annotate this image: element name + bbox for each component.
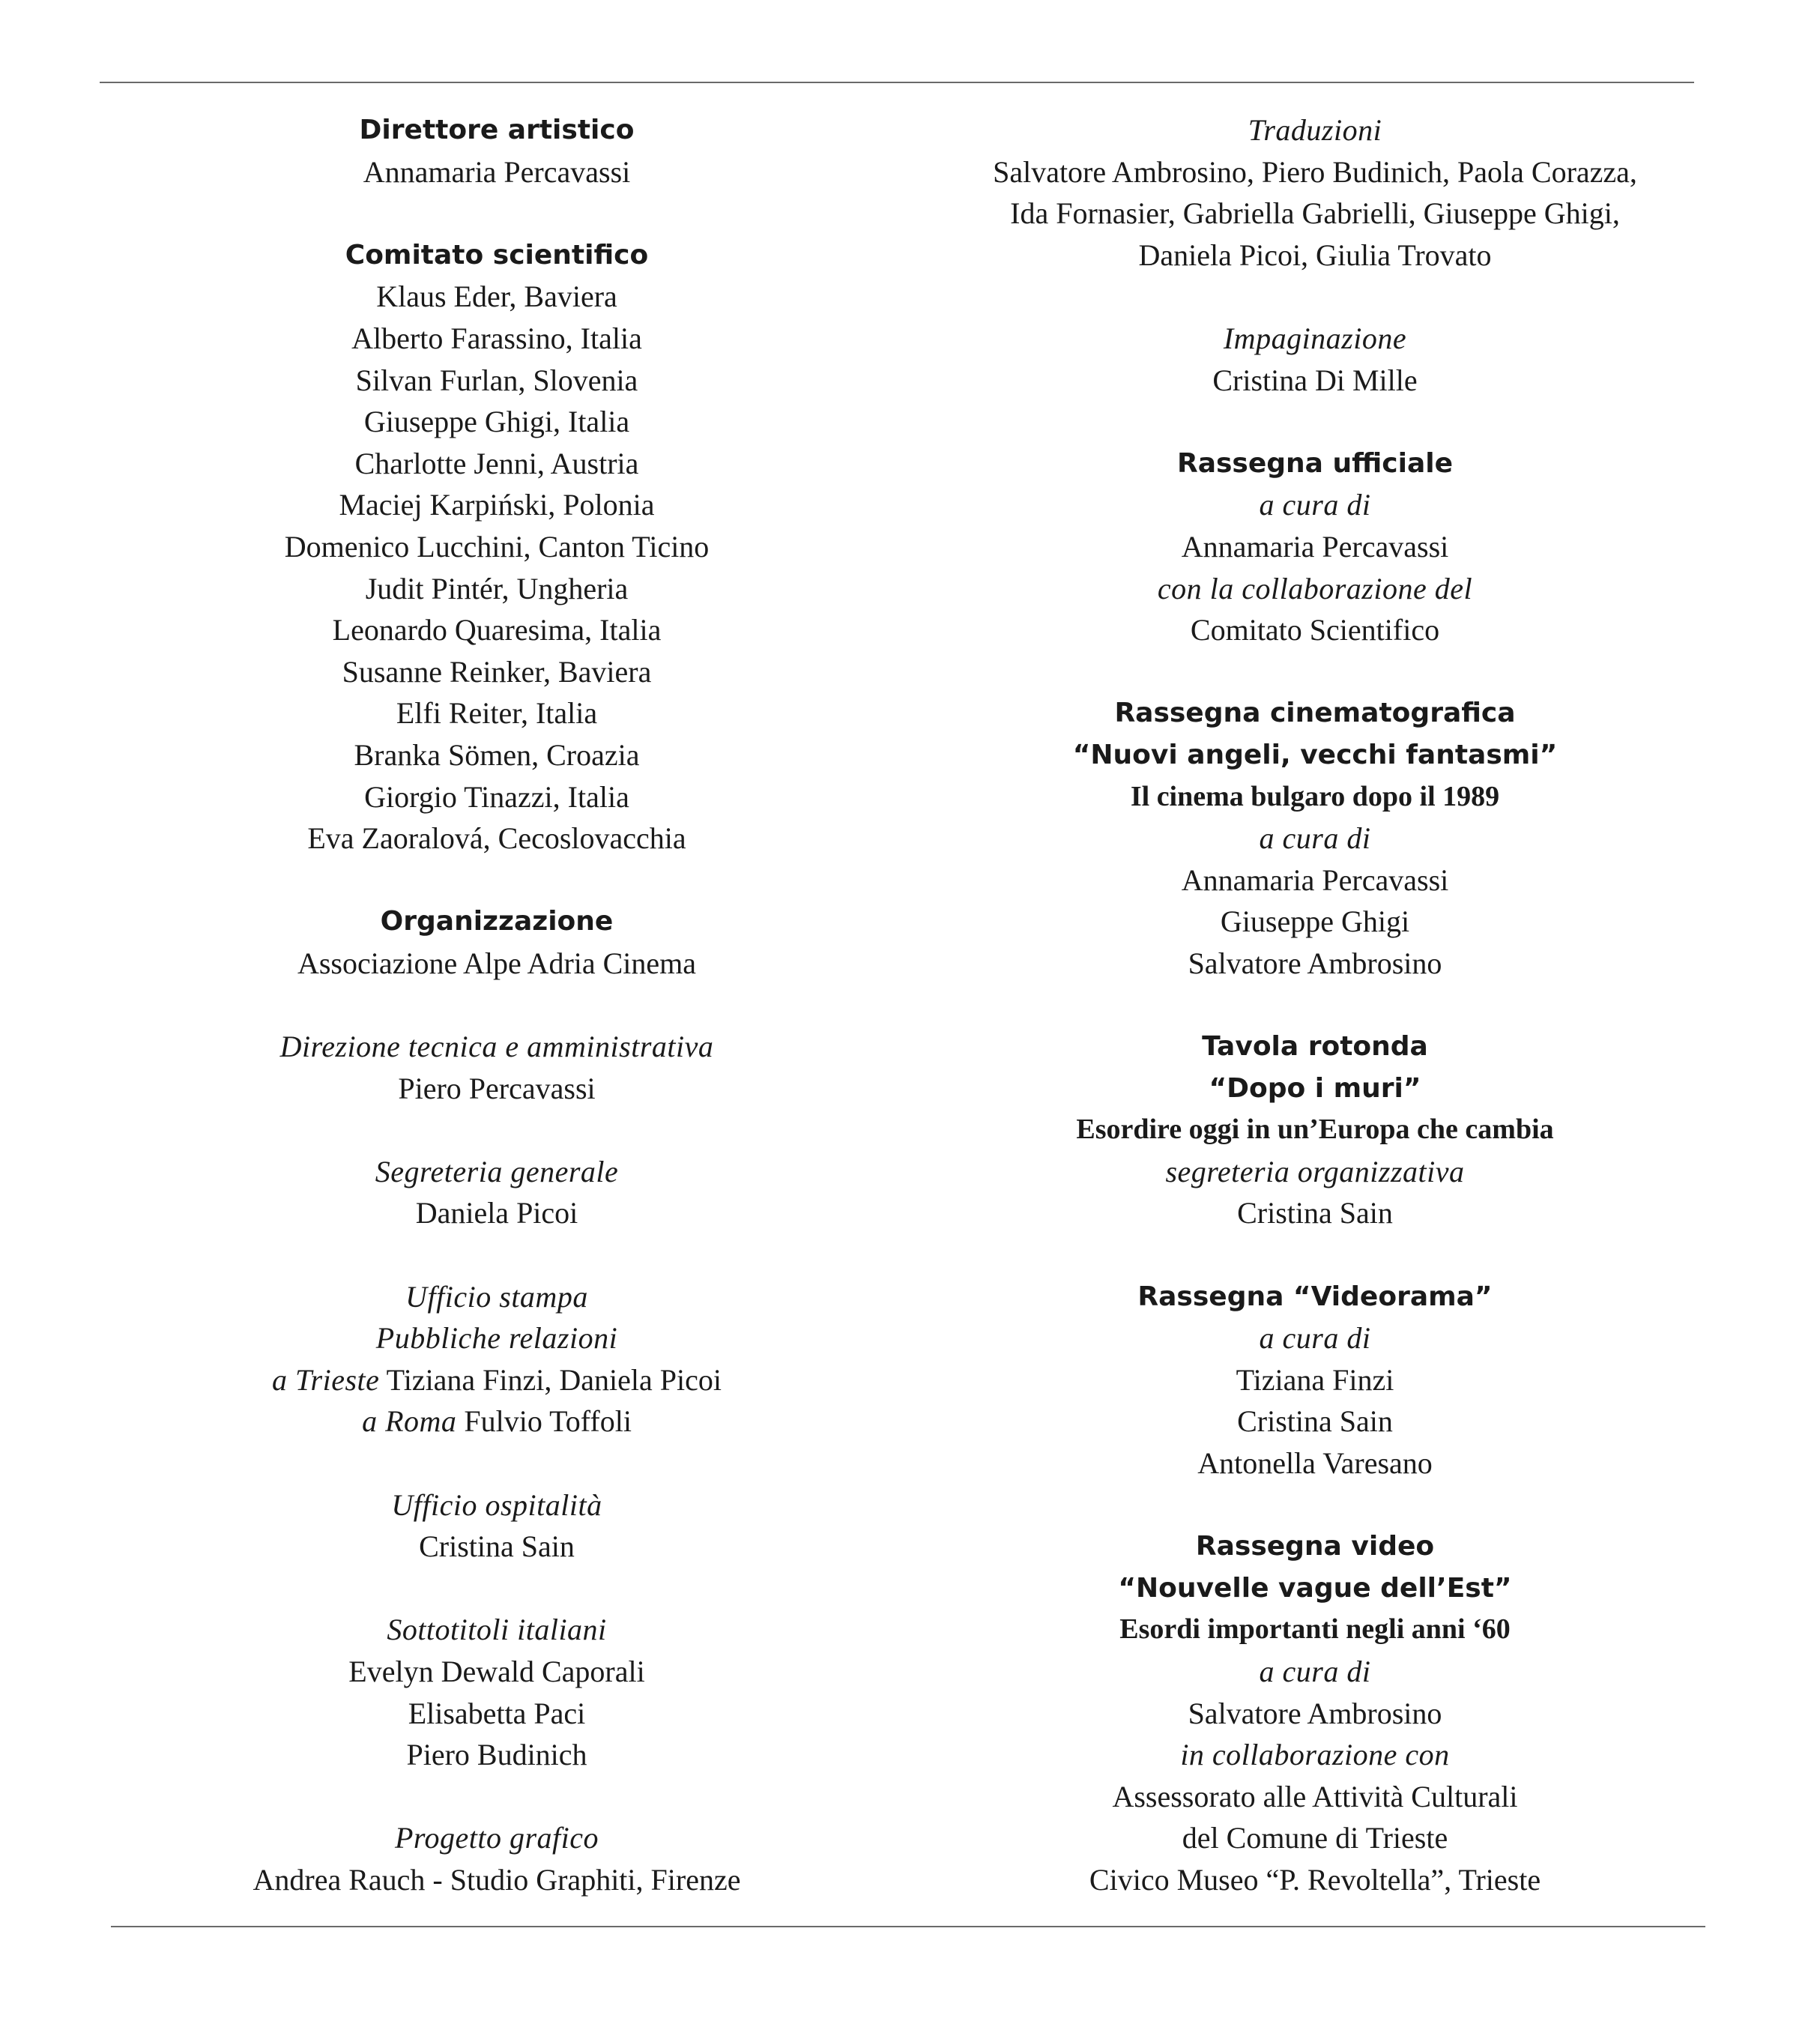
section-heading: Organizzazione — [380, 906, 614, 937]
role-label: a cura di — [1259, 488, 1371, 522]
section-heading: Rassegna video — [1195, 1531, 1435, 1562]
credit-name: Piero Budinich — [406, 1738, 587, 1772]
role-label: Progetto grafico — [394, 1821, 599, 1855]
credit-name: Annamaria Percavassi — [1181, 863, 1449, 897]
section-title: “Nuovi angeli, vecchi fantasmi” — [1072, 739, 1558, 770]
credit-name: Cristina Sain — [1237, 1196, 1393, 1230]
credit-name: Salvatore Ambrosino, Piero Budinich, Paola Corazza, — [993, 154, 1637, 189]
section-heading: Rassegna “Videorama” — [1137, 1281, 1493, 1312]
committee-member: Giuseppe Ghigi, Italia — [363, 405, 630, 439]
committee-member: Leonardo Quaresima, Italia — [332, 613, 662, 647]
role-label: in collaborazione con — [1180, 1738, 1450, 1772]
section-heading: Rassegna cinematografica — [1114, 698, 1516, 729]
role-label: Sottotitoli italiani — [387, 1613, 607, 1647]
credit-line-trieste — [212, 1359, 781, 1401]
section-title: “Nouvelle vague dell’Est” — [1118, 1572, 1512, 1604]
credit-name: Annamaria Percavassi — [363, 154, 631, 189]
credit-name: Annamaria Percavassi — [1181, 529, 1449, 564]
committee-member: Domenico Lucchini, Canton Ticino — [284, 529, 710, 564]
credit-name: Cristina Di Mille — [1212, 363, 1418, 397]
role-label: segreteria organizzativa — [1165, 1154, 1465, 1188]
role-label: con la collaborazione del — [1157, 571, 1473, 605]
city-label: a Roma — [362, 1404, 457, 1439]
credit-names: Tiziana Finzi, Daniela Picoi — [379, 1362, 722, 1397]
committee-member: Alberto Farassino, Italia — [351, 321, 642, 355]
credit-name: Assessorato alle Attività Culturali — [1112, 1779, 1518, 1813]
role-label: Segreteria generale — [375, 1154, 619, 1188]
credit-name: Giuseppe Ghigi — [1220, 904, 1410, 939]
committee-member: Giorgio Tinazzi, Italia — [364, 779, 629, 814]
role-label: a cura di — [1259, 1654, 1371, 1688]
committee-member: Susanne Reinker, Baviera — [342, 654, 652, 689]
committee-member: Branka Sömen, Croazia — [354, 737, 640, 772]
credit-name: Elisabetta Paci — [408, 1696, 586, 1730]
credit-name: Daniela Picoi — [415, 1196, 578, 1230]
role-label: a cura di — [1259, 1321, 1371, 1356]
committee-member: Maciej Karpiński, Polonia — [339, 488, 655, 522]
section-heading: Tavola rotonda — [1202, 1031, 1428, 1063]
credit-name: Salvatore Ambrosino — [1188, 1696, 1442, 1730]
credit-line-roma — [212, 1401, 781, 1443]
role-label: Impaginazione — [1223, 321, 1407, 355]
bottom-rule — [111, 1926, 1705, 1927]
committee-member: Klaus Eder, Baviera — [376, 280, 617, 314]
credit-name: Daniela Picoi, Giulia Trovato — [1138, 238, 1492, 272]
top-rule — [100, 82, 1694, 83]
section-heading: Rassegna ufficiale — [1176, 447, 1453, 479]
section-subtitle: Il cinema bulgaro dopo il 1989 — [1130, 780, 1500, 812]
committee-member: Elfi Reiter, Italia — [396, 696, 598, 731]
committee-member: Charlotte Jenni, Austria — [354, 446, 639, 480]
credit-name: Antonella Varesano — [1197, 1446, 1433, 1480]
role-label: Ufficio ospitalità — [391, 1487, 602, 1522]
credit-names: Fulvio Toffoli — [456, 1404, 632, 1439]
section-heading: Direttore artistico — [359, 115, 635, 145]
role-label: Direzione tecnica e amministrativa — [279, 1030, 714, 1064]
committee-member: Judit Pintér, Ungheria — [365, 571, 629, 605]
credit-name: Ida Fornasier, Gabriella Gabrielli, Giuseppe Ghigi, — [1010, 196, 1620, 231]
credit-name: Andrea Rauch - Studio Graphiti, Firenze — [253, 1862, 741, 1897]
role-label: Pubbliche relazioni — [375, 1321, 618, 1356]
credit-name: Cristina Sain — [419, 1529, 575, 1564]
credit-name: Evelyn Dewald Caporali — [348, 1654, 645, 1688]
role-label: Traduzioni — [1248, 113, 1382, 147]
credit-name: Piero Percavassi — [398, 1071, 596, 1105]
committee-member: Silvan Furlan, Slovenia — [355, 363, 638, 397]
credits-right-column — [937, 109, 1693, 1901]
credit-name: Civico Museo “P. Revoltella”, Trieste — [1089, 1862, 1541, 1897]
credit-name: Tiziana Finzi — [1236, 1362, 1394, 1397]
credit-name: Salvatore Ambrosino — [1188, 946, 1442, 980]
section-subtitle: Esordi importanti negli anni ‘60 — [1119, 1613, 1511, 1646]
credit-name: Cristina Sain — [1237, 1404, 1393, 1439]
credits-left-column — [212, 109, 781, 1901]
credit-name: Associazione Alpe Adria Cinema — [297, 946, 697, 980]
credit-name: Comitato Scientifico — [1190, 613, 1440, 647]
credit-name: del Comune di Trieste — [1182, 1821, 1448, 1855]
section-heading: Comitato scientifico — [345, 239, 649, 271]
section-title: “Dopo i muri” — [1209, 1072, 1421, 1104]
role-label: a cura di — [1259, 821, 1371, 856]
city-label: a Trieste — [271, 1362, 380, 1397]
committee-member: Eva Zaoralová, Cecoslovacchia — [307, 821, 686, 856]
section-subtitle: Esordire oggi in un’Europa che cambia — [1076, 1114, 1554, 1146]
role-label: Ufficio stampa — [405, 1279, 588, 1314]
